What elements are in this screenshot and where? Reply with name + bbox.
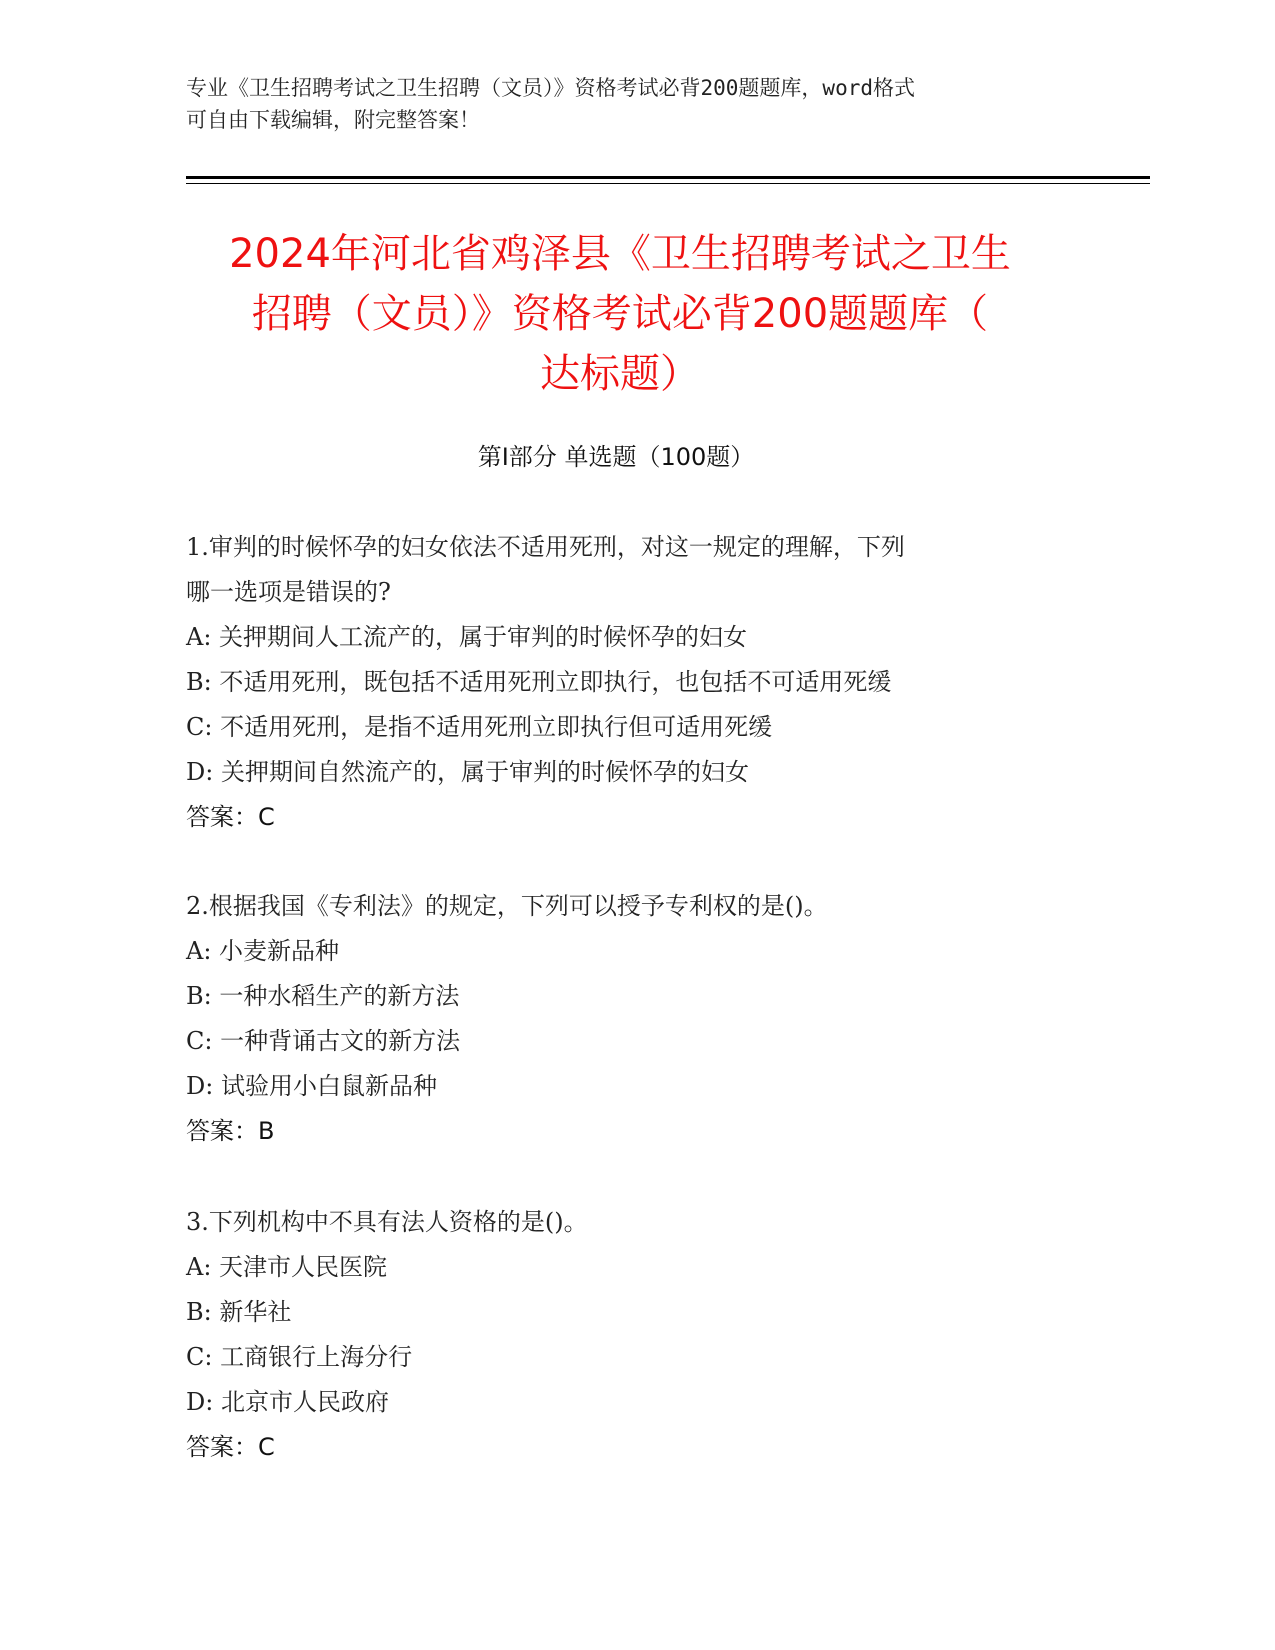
question-3-option-b: B: 新华社	[186, 1298, 292, 1326]
question-2	[186, 884, 1066, 1154]
document-title-line-1: 2024年河北省鸡泽县《卫生招聘考试之卫生	[229, 231, 1011, 277]
document-title-line-3: 达标题）	[540, 351, 700, 397]
question-1-option-a: A: 关押期间人工流产的，属于审判的时候怀孕的妇女	[186, 623, 748, 651]
document-title-line-2: 招聘（文员）》资格考试必背200题题库（	[251, 291, 989, 337]
header-note-line-1: 专业《卫生招聘考试之卫生招聘（文员）》资格考试必背200题题库，word格式	[186, 76, 915, 100]
question-3	[186, 1200, 1066, 1470]
question-3-option-a: A: 天津市人民医院	[186, 1253, 388, 1281]
question-1-answer: 答案：C	[186, 803, 275, 831]
header-note-line-2: 可自由下载编辑，附完整答案！	[186, 108, 480, 132]
header-divider-thick	[186, 176, 1150, 179]
question-2-stem: 2.根据我国《专利法》的规定，下列可以授予专利权的是()。	[186, 892, 828, 920]
question-1-option-c: C: 不适用死刑，是指不适用死刑立即执行但可适用死缓	[186, 713, 773, 741]
question-1-stem-line-2: 哪一选项是错误的?	[186, 578, 391, 606]
question-1-option-b: B: 不适用死刑，既包括不适用死刑立即执行，也包括不可适用死缓	[186, 668, 892, 696]
question-2-option-b: B: 一种水稻生产的新方法	[186, 982, 460, 1010]
section-title: 第Ⅰ部分 单选题（100题）	[477, 443, 755, 471]
question-1-stem-line-1: 1.审判的时候怀孕的妇女依法不适用死刑，对这一规定的理解，下列	[186, 533, 905, 561]
question-2-option-a: A: 小麦新品种	[186, 937, 340, 965]
question-3-option-d: D: 北京市人民政府	[186, 1388, 389, 1416]
question-1-option-d: D: 关押期间自然流产的，属于审判的时候怀孕的妇女	[186, 758, 749, 786]
document-title	[150, 224, 1090, 404]
question-3-option-c: C: 工商银行上海分行	[186, 1343, 413, 1371]
header-note	[186, 72, 1066, 136]
question-2-option-c: C: 一种背诵古文的新方法	[186, 1027, 461, 1055]
question-2-answer: 答案：B	[186, 1117, 275, 1145]
question-3-answer: 答案：C	[186, 1433, 275, 1461]
header-divider-thin	[186, 183, 1150, 184]
question-2-option-d: D: 试验用小白鼠新品种	[186, 1072, 437, 1100]
question-1	[186, 525, 1066, 840]
question-3-stem: 3.下列机构中不具有法人资格的是()。	[186, 1208, 588, 1236]
